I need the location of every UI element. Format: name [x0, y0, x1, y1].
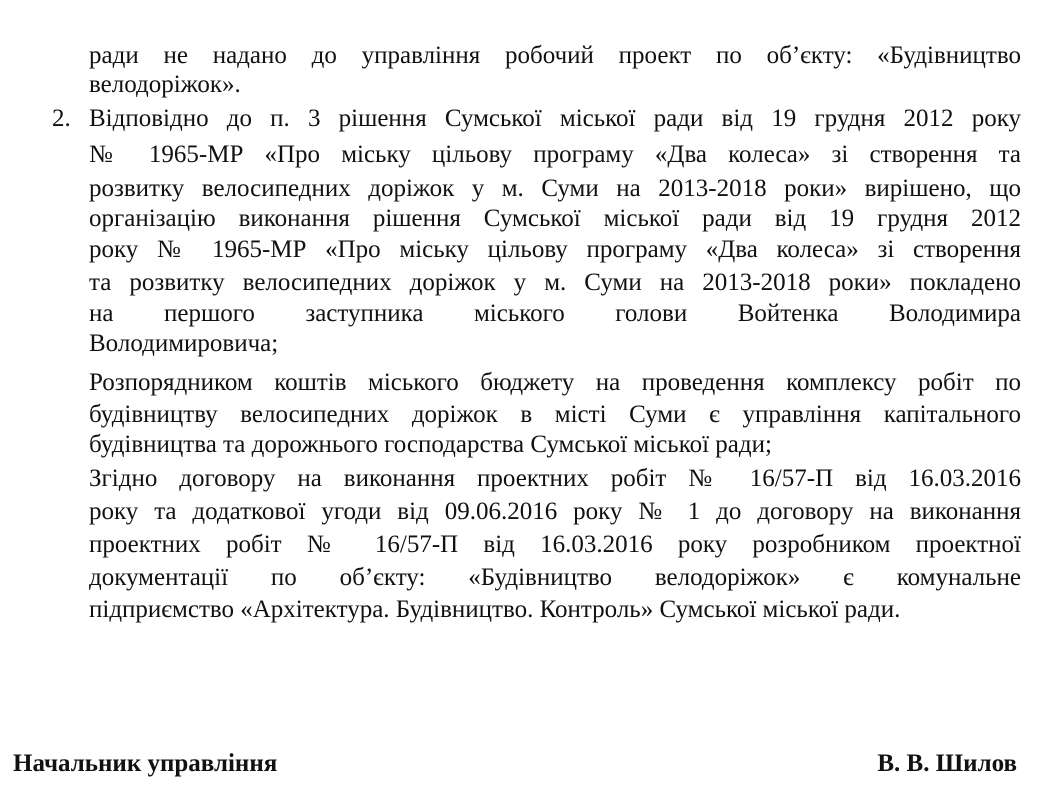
intro-line: ради не надано до управління робочий проект по об’єкту: «Будівництво — [89, 42, 1021, 69]
paragraph-line: та розвитку велосипедних доріжок у м. Суми на 2013-2018 роки» покладено — [89, 269, 1021, 296]
paragraph-line: Розпорядником коштів міського бюджету на проведення комплексу робіт по — [89, 369, 1021, 396]
paragraph-line: року № 1965-МР «Про міську цільову програму «Два колеса» зі створення — [89, 236, 1021, 263]
paragraph-line: документації по об’єкту: «Будівництво велодоріжок» є комунальне — [89, 564, 1021, 591]
item-number: 2. — [52, 105, 71, 132]
paragraph-line: будівництву велосипедних доріжок в місті Суми є управління капітального — [89, 401, 1021, 428]
paragraph-line: року та додаткової угоди від 09.06.2016 року № 1 до договору на виконання — [89, 498, 1021, 525]
paragraph-line: організацію виконання рішення Сумської міської ради від 19 грудня 2012 — [89, 205, 1021, 232]
paragraph-line: будівництва та дорожнього господарства Сумської міської ради; — [89, 431, 772, 458]
paragraph-line: розвитку велосипедних доріжок у м. Суми на 2013-2018 роки» вирішено, що — [89, 175, 1021, 202]
paragraph-line: № 1965-МР «Про міську цільову програму «Два колеса» зі створення та — [89, 141, 1021, 168]
signature-name: В. В. Шилов — [877, 750, 1017, 777]
paragraph-line: Згідно договору на виконання проектних робіт № 16/57-П від 16.03.2016 — [89, 465, 1021, 492]
signature-title: Начальник управління — [13, 750, 278, 777]
paragraph-line: проектних робіт № 16/57-П від 16.03.2016 року розробником проектної — [89, 531, 1021, 558]
intro-line: велодоріжок». — [89, 71, 241, 98]
paragraph-line: Відповідно до п. 3 рішення Сумської міської ради від 19 грудня 2012 року — [89, 105, 1021, 132]
paragraph-line: на першого заступника міського голови Войтенка Володимира — [89, 300, 1021, 327]
paragraph-line: підприємство «Архітектура. Будівництво. Контроль» Сумської міської ради. — [89, 596, 901, 623]
paragraph-line: Володимировича; — [89, 330, 279, 357]
